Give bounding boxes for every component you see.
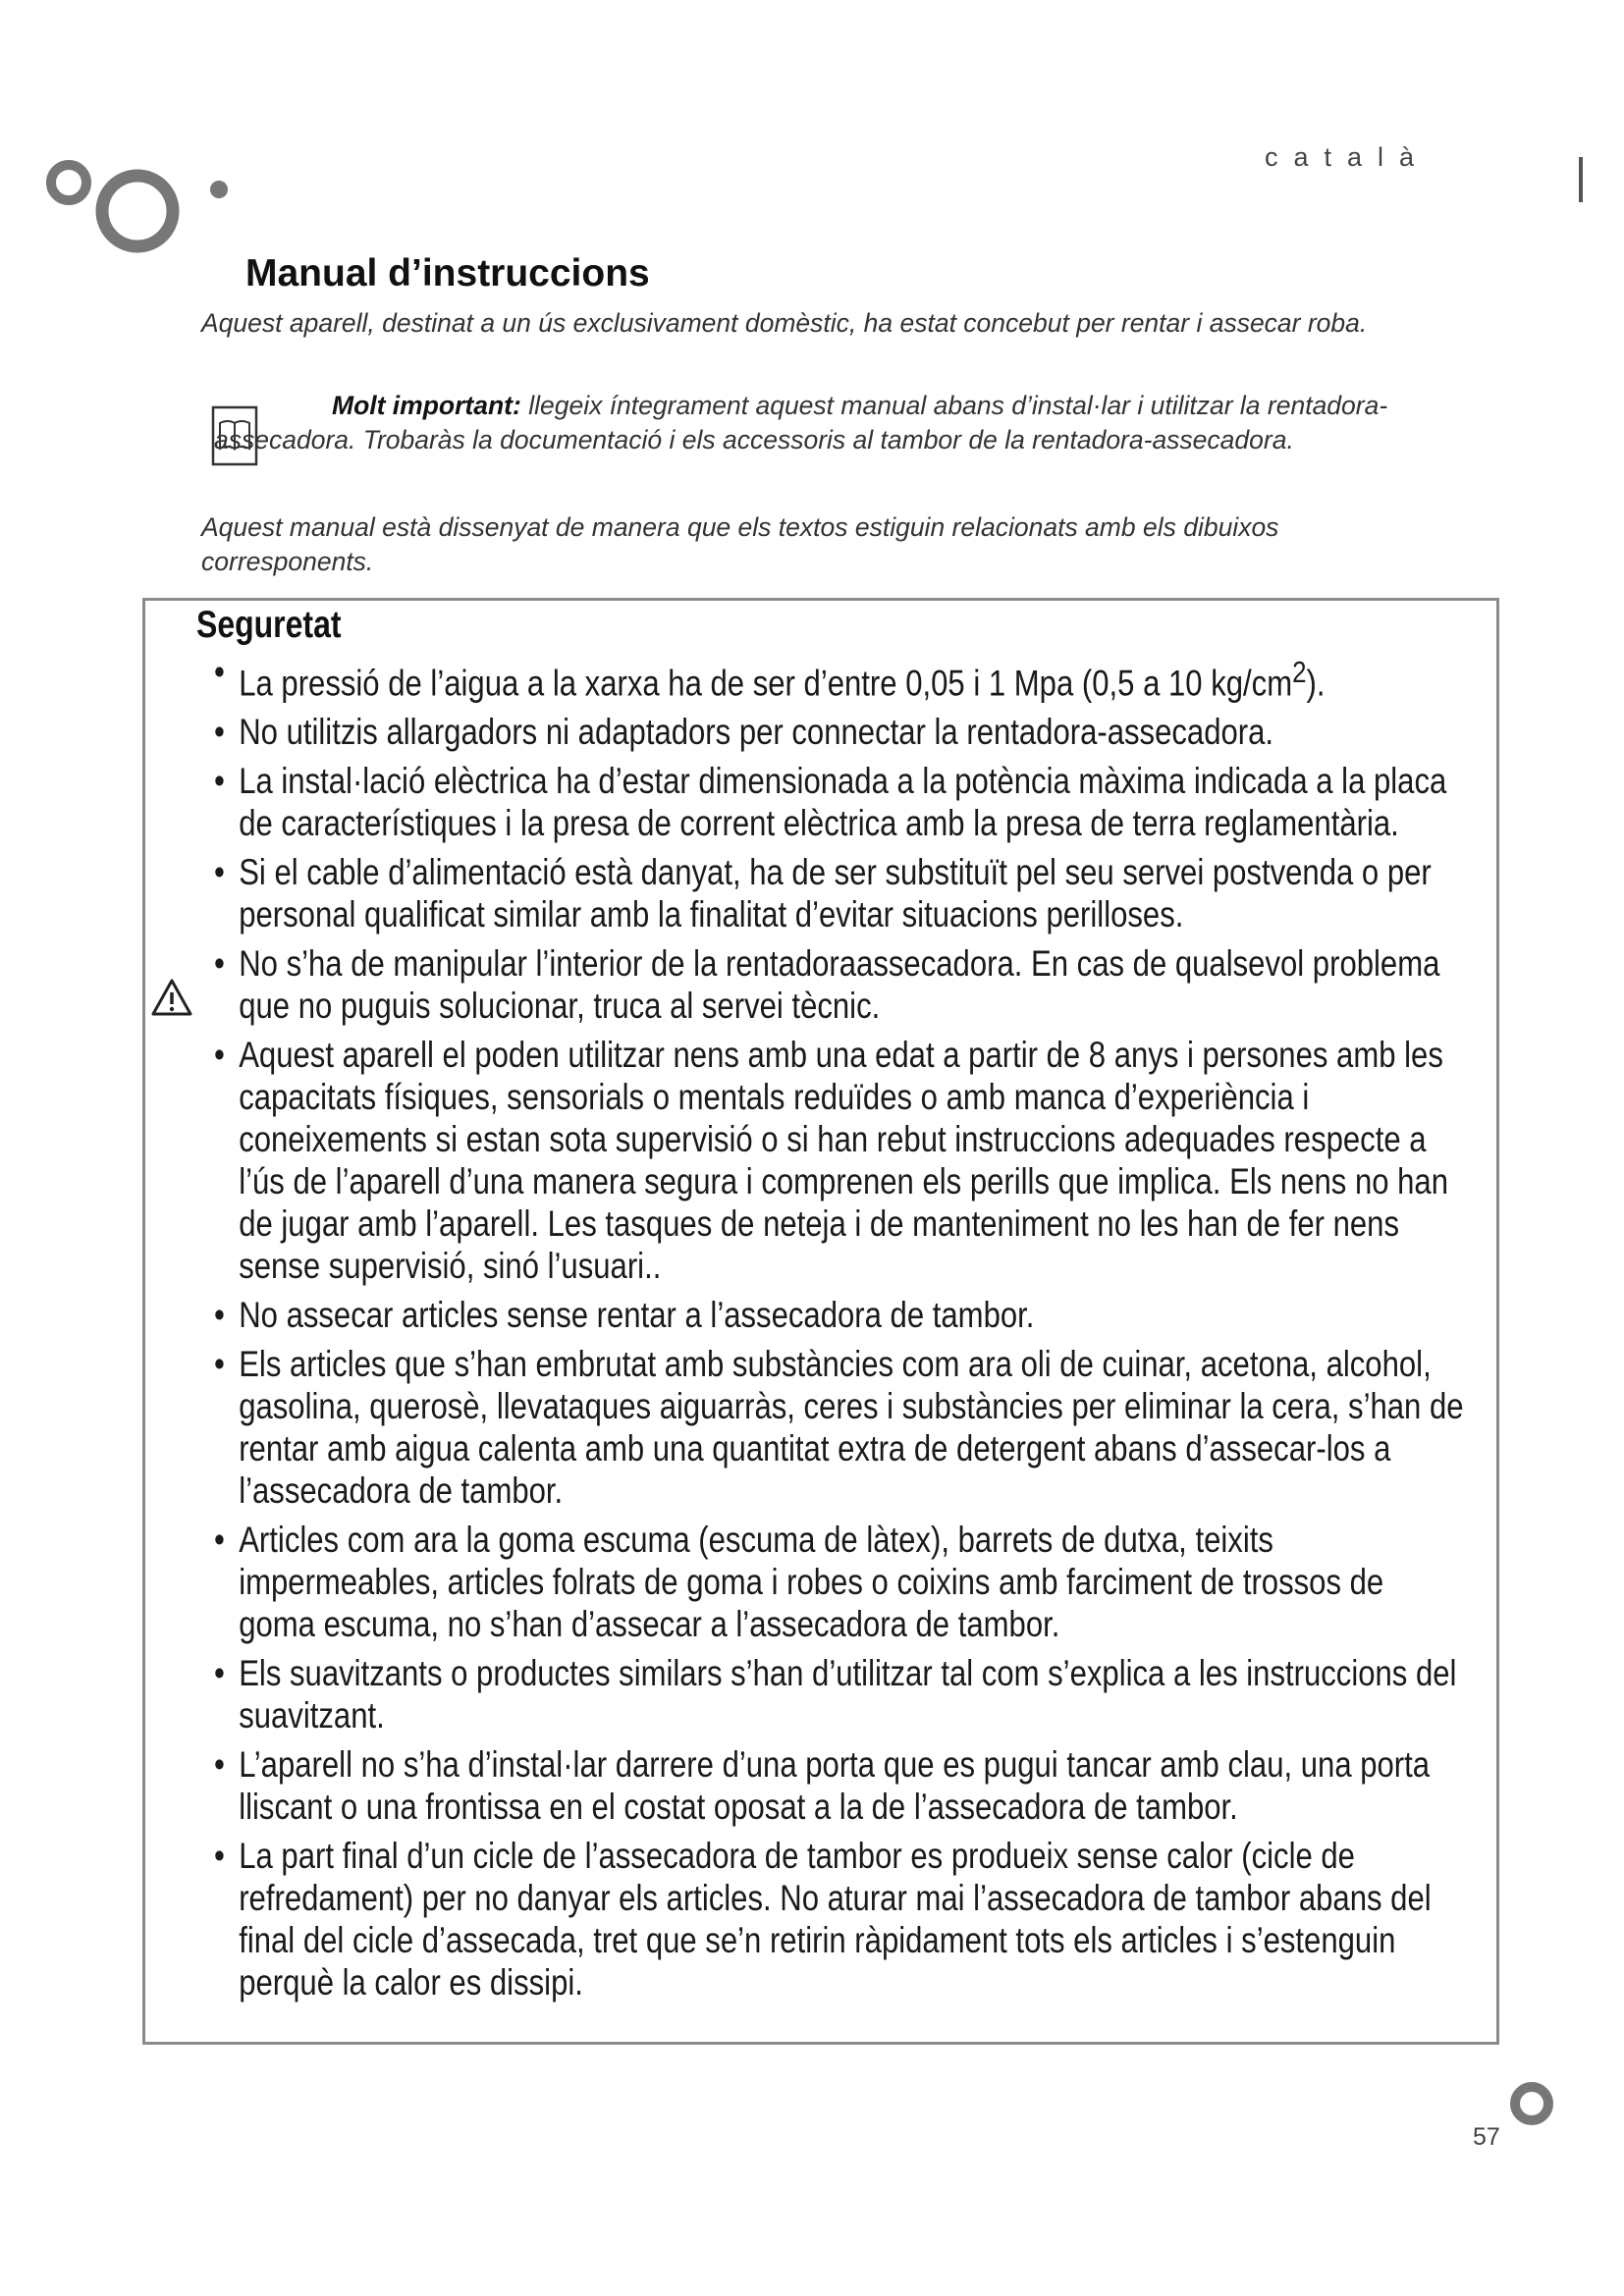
safety-item: • Aquest aparell el poden utilitzar nens amb una edat a partir de 8 anys i persones amb les capacitats físiques, sensorials o mentals reduïdes o amb manca d’experiència i coneixements si estan sota supervisió o si han rebut instruccions adequades respecte a l’ús de l’aparell d’una manera segura i comprenen els perills que implica. Els nens no han de jugar amb l’aparell. Les tasques de neteja i de manteniment no les han de fer nens sense supervisió, sinó l’usuari.. bbox=[214, 1034, 1468, 1287]
superscript-2: 2 bbox=[1292, 655, 1307, 689]
safety-title: Seguretat bbox=[196, 604, 342, 646]
important-text: llegeix íntegrament aquest manual abans d’instal·lar i utilitzar la rentadora-assecadora. Trobaràs la documentació i els accessoris al tambor de la rentadora-assecadora. bbox=[214, 391, 1388, 454]
page-circle-mark bbox=[1507, 2079, 1556, 2128]
warning-triangle-icon bbox=[150, 978, 193, 1017]
manual-book-icon bbox=[211, 405, 258, 466]
safety-item: • No assecar articles sense rentar a l’assecadora de tambor. bbox=[214, 1294, 1468, 1336]
brand-circles-logo bbox=[39, 145, 245, 283]
page-title: Manual d’instruccions bbox=[245, 252, 650, 294]
safety-item: • Si el cable d’alimentació està danyat, ha de ser substituït pel seu servei postvenda o per personal qualificat similar amb la finalitat d’evitar situacions perilloses. bbox=[214, 851, 1468, 935]
intro-paragraph: Aquest aparell, destinat a un ús exclusivament domèstic, ha estat concebut per rentar i assecar roba. bbox=[201, 308, 1368, 338]
important-note bbox=[214, 389, 1441, 457]
safety-item: • Articles com ara la goma escuma (escuma de làtex), barrets de dutxa, teixits impermeables, articles folrats de goma i robes o coixins amb farciment de trossos de goma escuma, no s’han d’assecar a l’assecadora de tambor. bbox=[214, 1519, 1468, 1645]
safety-item: • Els articles que s’han embrutat amb substàncies com ara oli de cuinar, acetona, alcohol, gasolina, querosè, llevataques aiguarràs, ceres i substàncies per eliminar la cera, s’han de rentar amb aigua calenta amb una quantitat extra de detergent abans d’assecar-los a l’assecadora de tambor. bbox=[214, 1343, 1468, 1512]
safety-item bbox=[214, 651, 1468, 704]
page-edge-mark bbox=[1579, 157, 1583, 202]
safety-item: • L’aparell no s’ha d’instal·lar darrere d’una porta que es pugui tancar amb clau, una porta lliscant o una frontissa en el costat oposat a la de l’assecadora de tambor. bbox=[214, 1743, 1468, 1828]
page-number: 57 bbox=[1473, 2123, 1500, 2151]
intro-drawings-note: Aquest manual està dissenyat de manera que els textos estiguin relacionats amb els dibuixos corresponents. bbox=[201, 512, 1279, 576]
safety-item: • La part final d’un cicle de l’assecadora de tambor es produeix sense calor (cicle de refredament) per no danyar els articles. No aturar mai l’assecadora de tambor abans del final del cicle d’assecada, tret que se’n retirin ràpidament tots els articles i s’estenguin perquè la calor es dissipi. bbox=[214, 1835, 1468, 2003]
safety-list bbox=[214, 651, 1468, 2010]
safety-item: • Els suavitzants o productes similars s’han d’utilitzar tal com s’explica a les instruccions del suavitzant. bbox=[214, 1652, 1468, 1736]
safety-item: • No utilitzis allargadors ni adaptadors per connectar la rentadora-assecadora. bbox=[214, 711, 1468, 753]
safety-item: • La instal·lació elèctrica ha d’estar dimensionada a la potència màxima indicada a la placa de característiques i la presa de corrent elèctrica amb la presa de terra reglamentària. bbox=[214, 760, 1468, 844]
important-label: Molt important: bbox=[332, 391, 521, 420]
safety-item-text-end: ). bbox=[1306, 663, 1326, 704]
safety-item: • No s’ha de manipular l’interior de la rentadoraassecadora. En cas de qualsevol problema que no puguis solucionar, truca al servei tècnic. bbox=[214, 942, 1468, 1027]
safety-item-text: La pressió de l’aigua a la xarxa ha de ser d’entre 0,05 i 1 Mpa (0,5 a 10 kg/cm bbox=[239, 663, 1293, 704]
language-label: català bbox=[1265, 142, 1431, 172]
